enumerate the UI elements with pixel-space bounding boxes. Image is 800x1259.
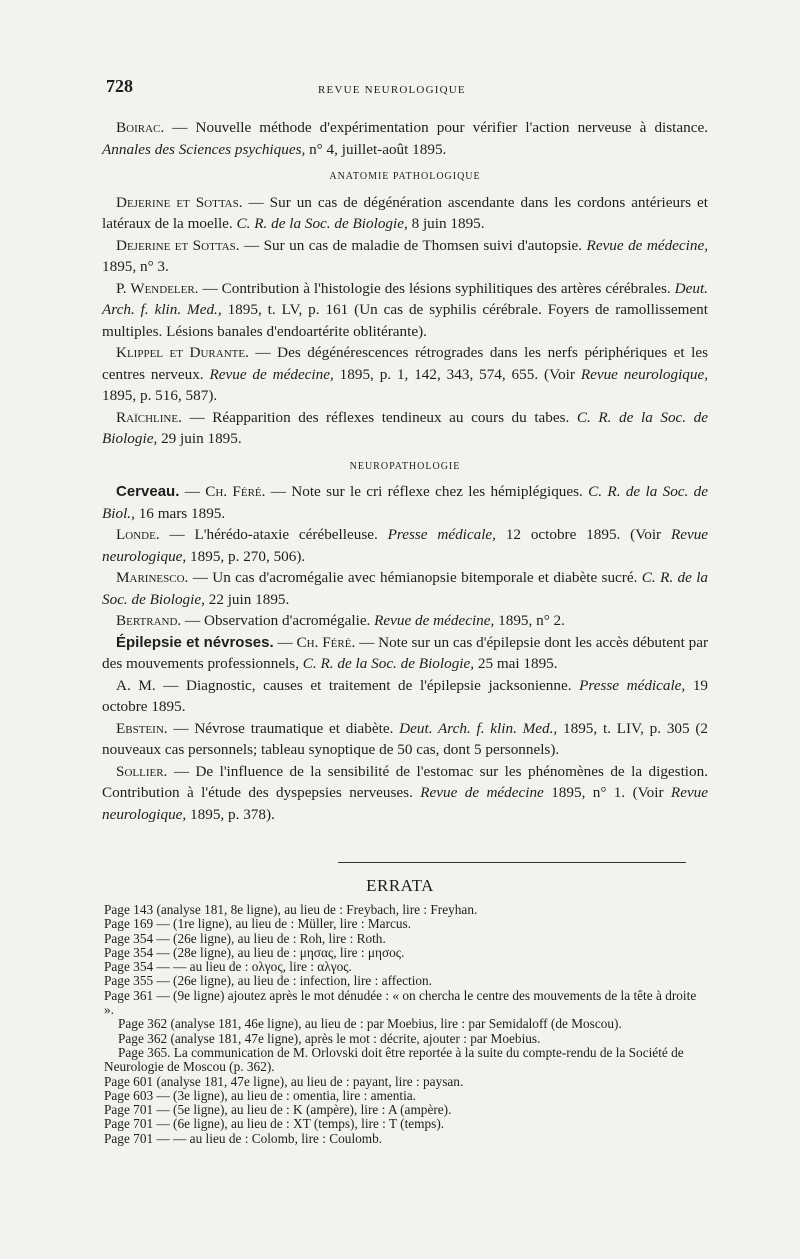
entry-text: — Un cas d'acromégalie avec hémianopsie bitemporale et diabète sucré. (192, 569, 638, 586)
entry-tail: 22 juin 1895. (208, 590, 290, 608)
entry-tail: 19 octobre 1895. (102, 676, 708, 715)
bib-entry (102, 342, 708, 407)
entry-text: — Névrose traumatique et diabète. (173, 719, 394, 737)
errata-line: Page 362 (analyse 181, 46e ligne), au lieu de : par Moebius, lire : par Semidaloff (de Moscou). (118, 1016, 622, 1032)
entry-journal: C. R. de la Soc. de Biologie, (102, 408, 709, 447)
bib-entry (102, 524, 708, 567)
entry-authors: Dejerine et Sottas. (116, 236, 240, 254)
entry-tail: 1895, n° 1. (Voir (551, 784, 664, 801)
entry-journal: Deut. Arch. f. klin. Med., (102, 279, 708, 318)
entry-journal: Presse médicale, (387, 526, 496, 543)
errata-line: Page 362 (analyse 181, 47e ligne), après le mot : décrite, ajouter : par Moebius. (118, 1030, 541, 1046)
bib-entry (102, 235, 708, 278)
page-header (106, 76, 706, 100)
bib-entry (102, 278, 708, 343)
entry-journal: Revue de médecine (420, 784, 544, 801)
entry-text: — Des dégénérescences rétrogrades dans les nerfs périphériques et les centres nerveux. (102, 344, 708, 383)
running-title: REVUE NEUROLOGIQUE (318, 84, 466, 96)
entry-journal-2: Revue neurologique, (580, 365, 709, 383)
entry-journal: Revue de médecine, (209, 365, 334, 383)
errata-line: Page 701 — — au lieu de : Colomb, lire : Coulomb. (104, 1130, 383, 1146)
entry-authors: — Ch. Féré. (184, 483, 266, 500)
entry-journal: Annales des Sciences psychiques, (102, 140, 306, 158)
entry-authors: — Ch. Féré. (277, 633, 356, 651)
errata-title: ERRATA (366, 876, 434, 895)
errata-line: Page 143 (analyse 181, 8e ligne), au lieu de : Freybach, lire : Freyhan. (104, 902, 478, 917)
entry-journal: C. R. de la Soc. de Biologie, (102, 569, 709, 608)
entry-journal: C. R. de la Soc. de Biologie, (302, 655, 475, 672)
entry-authors: Bertrand. (116, 612, 182, 629)
entry-authors: Ebstein. (116, 719, 168, 737)
entry-journal: Revue de médecine, (374, 612, 495, 629)
entry-tail: 25 mai 1895. (477, 655, 558, 672)
entry-tail-2: 1895, p. 516, 587). (102, 387, 218, 404)
errata-line: Page 354 — (26e ligne), au lieu de : Roh, lire : Roth. (104, 930, 386, 946)
entry-tail-2: 1895, p. 270, 506). (190, 547, 306, 565)
errata-line: Page 701 — (6e ligne), au lieu de : XT (temps), lire : T (temps). (104, 1116, 445, 1132)
entry-journal: Presse médicale, (579, 676, 686, 694)
errata-list (104, 903, 704, 1146)
topic-keyword: Cerveau. (116, 483, 180, 500)
entry-authors: Klippel et Durante. (116, 344, 249, 361)
entry-tail: 12 octobre 1895. (Voir (505, 526, 662, 543)
bib-entry (102, 675, 708, 718)
errata-line: Page 601 (analyse 181, 47e ligne), au lieu de : payant, lire : paysan. (104, 1073, 464, 1089)
entry-text: — Note sur le cri réflexe chez les hémiplégiques. (270, 483, 583, 500)
entry-text: — Sur un cas de maladie de Thomsen suivi d'autopsie. (243, 236, 583, 254)
entry-tail: 29 juin 1895. (161, 430, 242, 447)
entry-tail: 1895, t. LV, p. 161 (Un cas de syphilis cérébrale. Foyers de ramollissement multiples. Lésions banales d'endoartérite oblitérante). (102, 301, 708, 340)
entry-text: — Observation d'acromégalie. (185, 612, 371, 629)
entry-tail-2: 1895, p. 378). (190, 805, 275, 823)
bib-entry (102, 192, 708, 235)
entry-authors: Sollier. (116, 762, 168, 780)
section-heading-neuro: NEUROPATHOLOGIE (349, 460, 461, 472)
entry-journal: C. R. de la Soc. de Biol., (102, 483, 709, 522)
entry-journal-2: Revue neurologique, (102, 784, 709, 823)
errata-line: Page 701 — (5e ligne), au lieu de : K (ampère), lire : A (ampère). (104, 1102, 452, 1118)
errata-line: Page 354 — — au lieu de : ολγος, lire : αλγος. (104, 959, 352, 975)
bib-entry (102, 632, 708, 675)
bib-entry (102, 610, 708, 632)
entry-text: — Sur un cas de dégénération ascendante dans les cordons antérieurs et latéraux de la moelle. (102, 193, 708, 232)
entry-journal-2: Revue neurologique, (102, 526, 709, 565)
errata-line: Page 365. La communication de M. Orlovski doit être reportée à la suite du compte-rendu de la Société de Neurologie de Moscou (p. 362). (104, 1044, 684, 1075)
entry-journal: C. R. de la Soc. de Biologie, (236, 215, 408, 232)
errata-line: Page 354 — (28e ligne), au lieu de : μησας, lire : μησος. (104, 944, 405, 960)
entry-text: — Note sur un cas d'épilepsie dont les accès débutent par des mouvements professionnels, (102, 633, 709, 672)
entry-authors: Marinesco. (116, 569, 189, 586)
bibliography-body (102, 117, 708, 825)
entry-text: — Nouvelle méthode d'expérimentation pour vérifier l'action nerveuse à distance. (172, 119, 709, 136)
errata-line: Page 603 — (3e ligne), au lieu de : omentia, lire : amentia. (104, 1087, 417, 1103)
errata-line: Page 355 — (26e ligne), au lieu de : infection, lire : affection. (104, 973, 433, 989)
entry-text: — L'hérédo-ataxie cérébelleuse. (169, 526, 378, 543)
entry-journal: Revue de médecine, (586, 236, 709, 254)
entry-authors: Raïchline. (116, 408, 182, 426)
entry-authors: Londe. (116, 526, 160, 543)
entry-journal: Deut. Arch. f. klin. Med., (399, 719, 558, 737)
entry-tail: 1895, n° 2. (498, 612, 565, 629)
entry-authors: Boirac. (116, 119, 165, 136)
entry-tail: 16 mars 1895. (138, 504, 226, 522)
section-divider (338, 862, 686, 863)
bib-entry (102, 117, 708, 160)
bib-entry (102, 481, 708, 524)
entry-text: — Diagnostic, causes et traitement de l'épilepsie jacksonienne. (163, 676, 572, 694)
bib-entry (102, 407, 708, 450)
section-heading-anatomie: ANATOMIE PATHOLOGIQUE (329, 171, 481, 182)
errata-line: Page 361 — (9e ligne) ajoutez après le mot dénudée : « on chercha le centre des mouvements de la tête à droite ». (104, 987, 697, 1018)
entry-tail: n° 4, juillet-août 1895. (309, 140, 447, 158)
entry-authors: Dejerine et Sottas. (116, 193, 243, 211)
entry-tail: 1895, n° 3. (102, 258, 169, 275)
bib-entry (102, 567, 708, 610)
bib-entry (102, 761, 708, 826)
entry-tail: 1895, t. LIV, p. 305 (2 nouveaux cas personnels; tableau synoptique de 50 cas, dont 5 personnels). (102, 719, 709, 758)
entry-authors: A. M. (116, 676, 156, 694)
entry-tail: 8 juin 1895. (411, 215, 485, 232)
bib-entry (102, 718, 708, 761)
entry-tail: 1895, p. 1, 142, 343, 574, 655. (Voir (339, 365, 575, 383)
page-number: 728 (106, 76, 133, 96)
entry-text: — Réapparition des réflexes tendineux au cours du tabes. (189, 408, 570, 426)
topic-keyword: Épilepsie et névroses. (116, 633, 274, 651)
errata-line: Page 169 — (1re ligne), au lieu de : Müller, lire : Marcus. (104, 916, 412, 932)
entry-text: — De l'influence de la sensibilité de l'estomac sur les phénomènes de la digestion. Contribution à l'étude des dyspepsies nerveuses. (102, 762, 708, 801)
entry-text: — Contribution à l'histologie des lésions syphilitiques des artères cérébrales. (202, 279, 671, 297)
entry-authors: P. Wendeler. (116, 279, 199, 297)
